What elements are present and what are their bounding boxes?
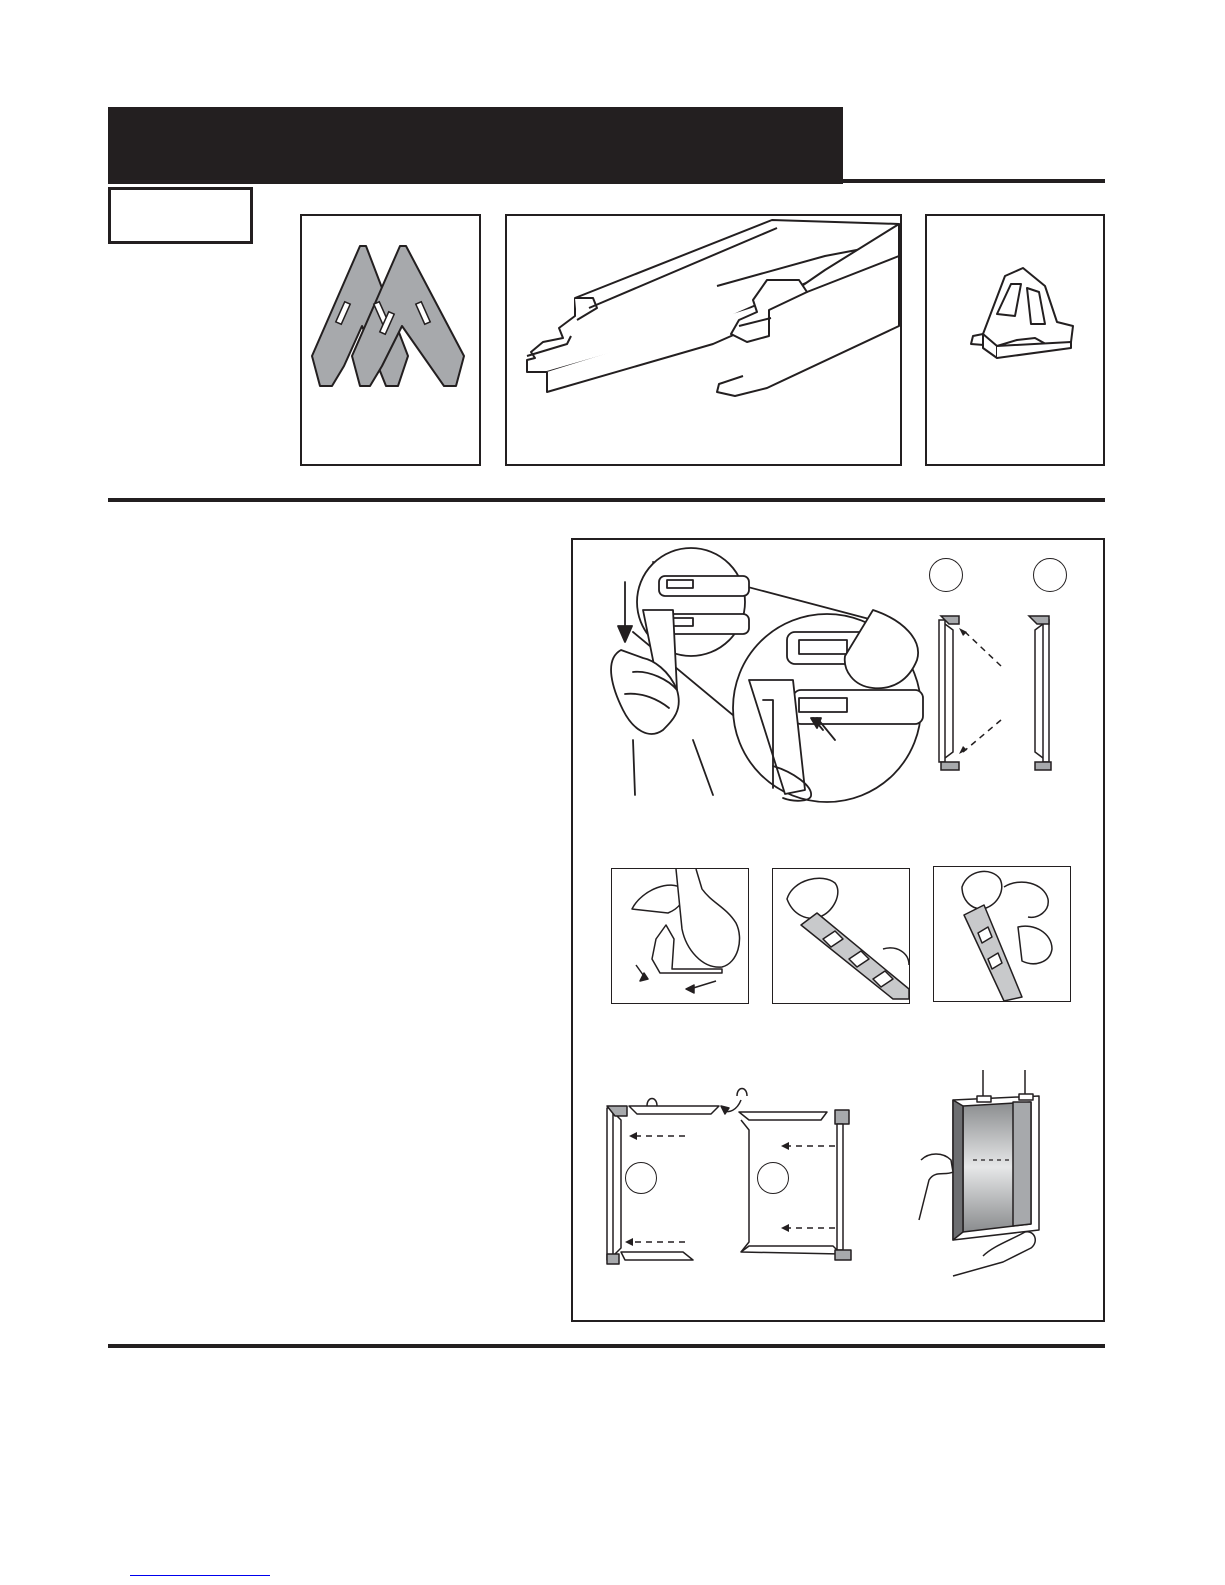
hanging-frame-illustration	[573, 540, 1107, 1324]
section-rule-2	[108, 1344, 1105, 1348]
title-bar	[108, 107, 843, 184]
section-label-box	[108, 187, 253, 244]
hanging-hook-icon	[927, 216, 1107, 468]
footer-link[interactable]	[130, 1575, 270, 1576]
corner-bracket-icon	[302, 216, 483, 468]
assembly-illustration-panel	[571, 538, 1105, 1322]
section-rule-1	[108, 498, 1105, 502]
part-panel-corner-brackets	[300, 214, 481, 466]
part-panel-frame-rails	[505, 214, 902, 466]
header-rule	[843, 179, 1105, 183]
frame-profile-rails-icon	[507, 216, 904, 468]
part-panel-hanging-hook	[925, 214, 1105, 466]
instructions-text-column	[108, 540, 548, 1320]
